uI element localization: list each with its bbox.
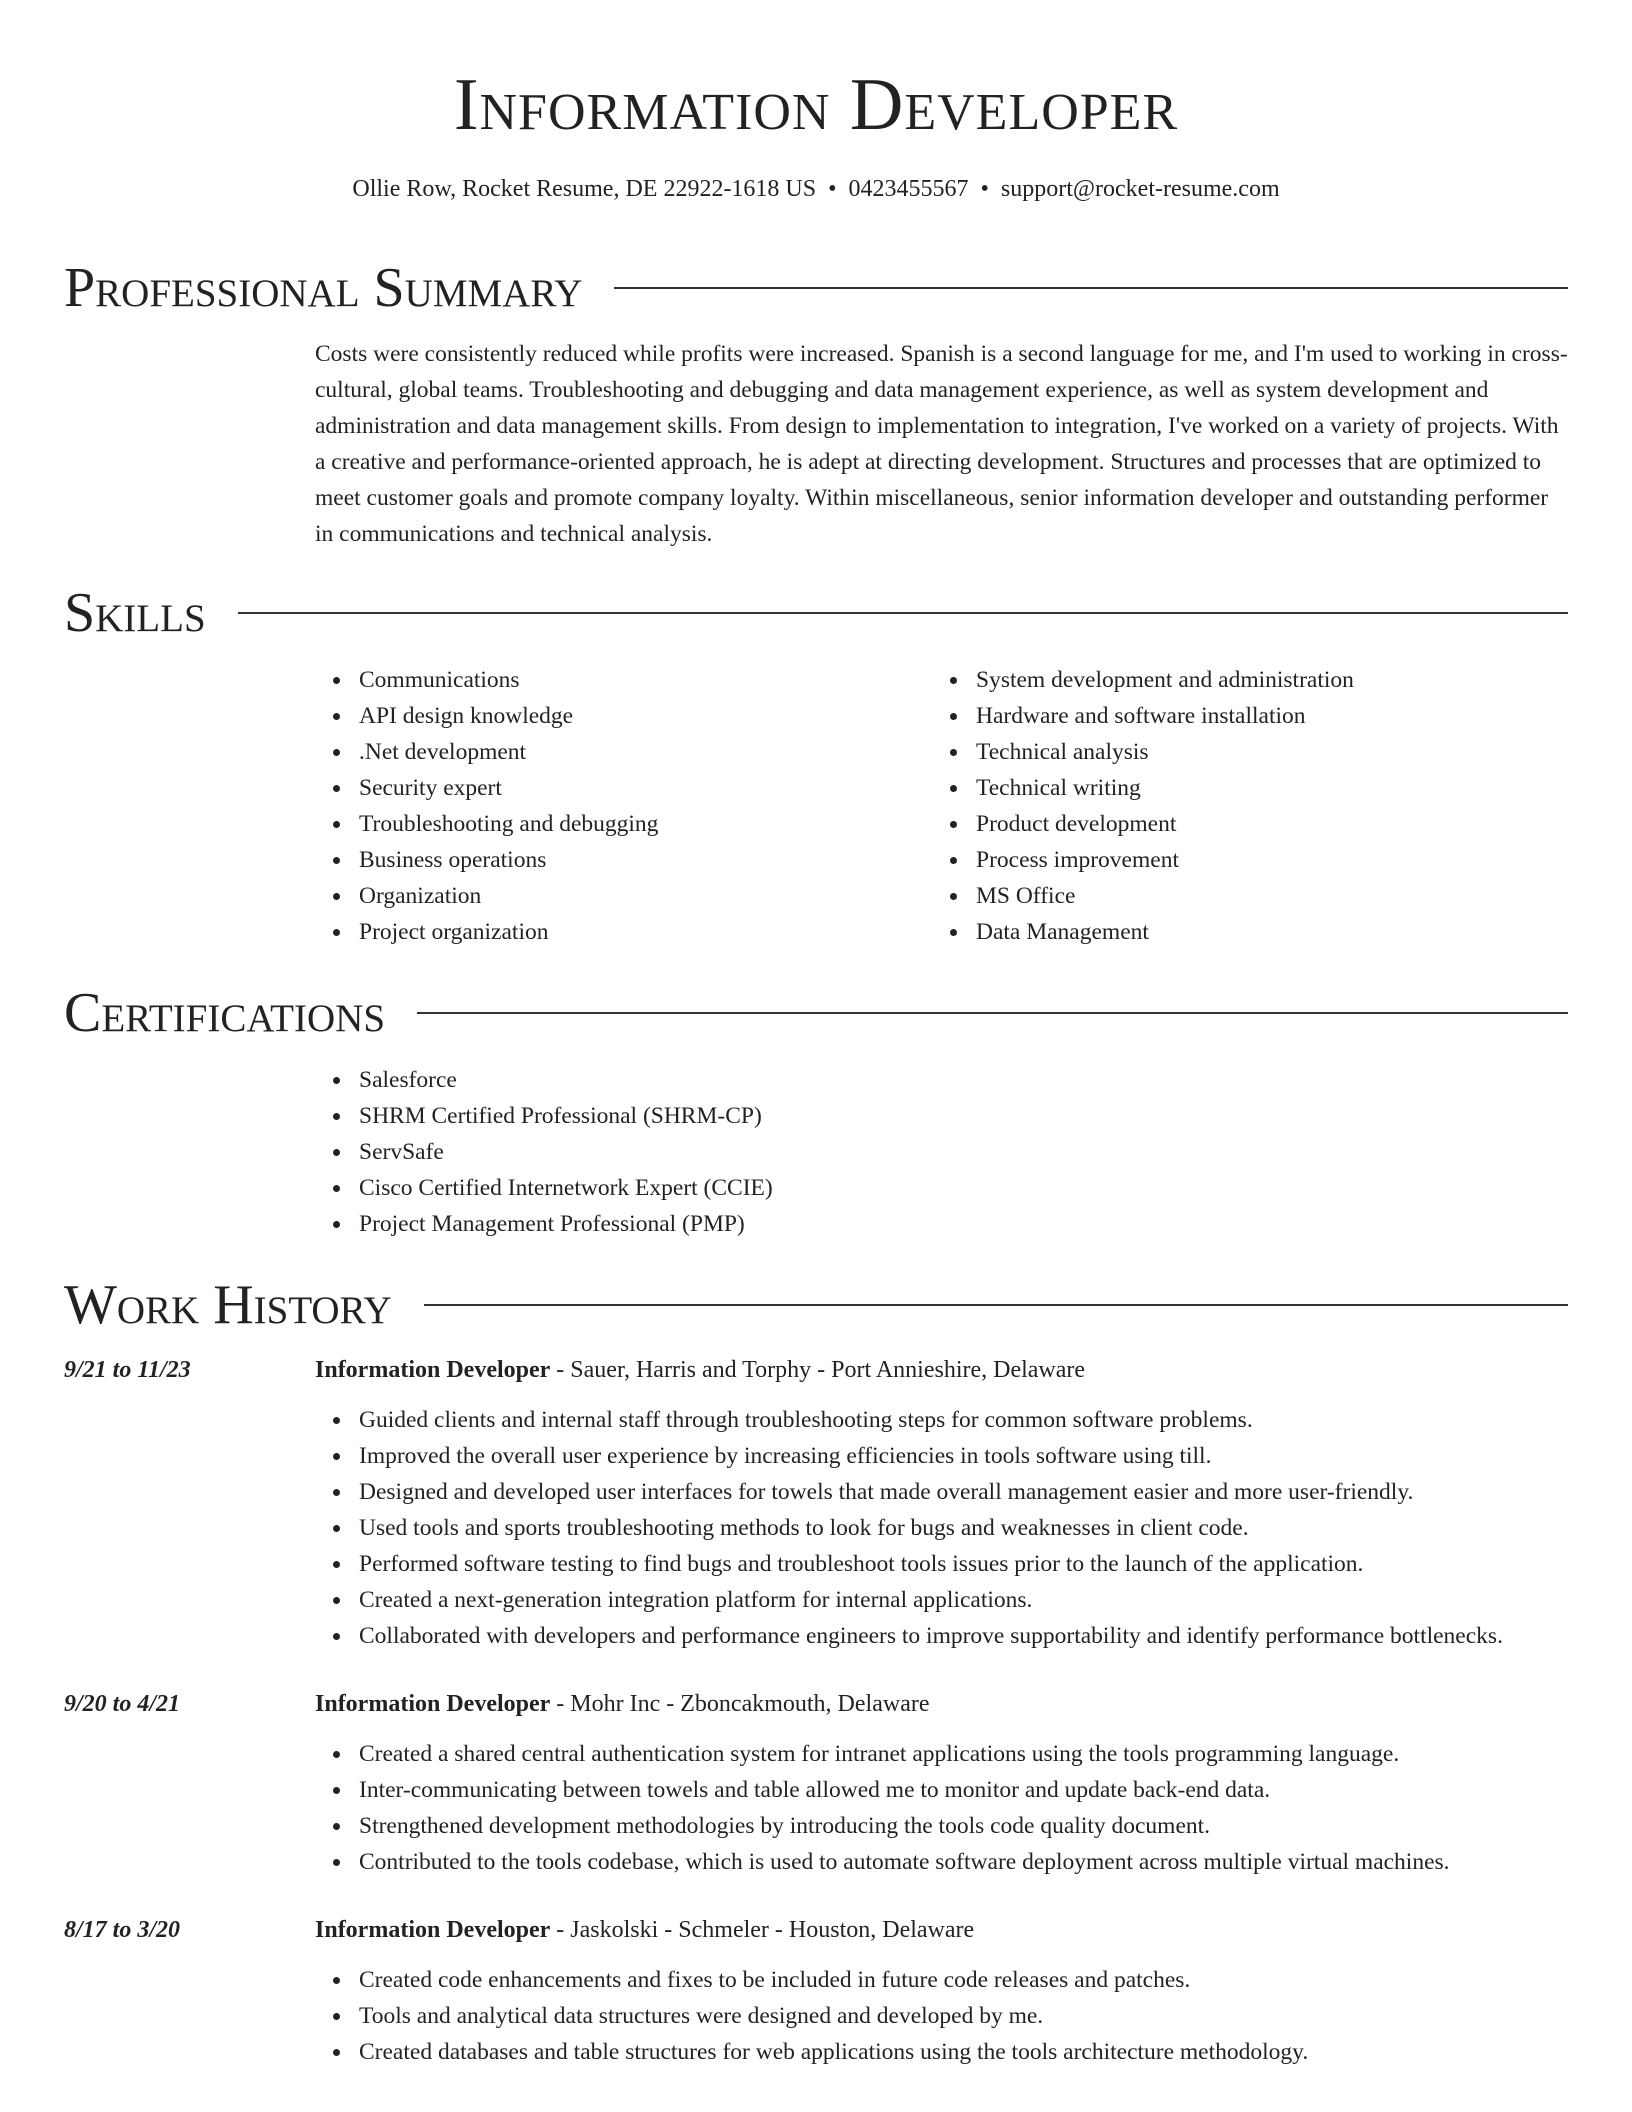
skill-item: Communications (315, 662, 932, 698)
job-bullet: Inter-communicating between towels and table allowed me to monitor and update back-end data. (315, 1772, 1568, 1808)
job-title: Information Developer (315, 1917, 551, 1943)
skill-item: Data Management (932, 914, 1549, 950)
job-bullet: Created databases and table structures for web applications using the tools architecture methodology. (315, 2034, 1568, 2070)
summary-text: Costs were consistently reduced while profits were increased. Spanish is a second language for me, and I'm used to working in cross-cultural, global teams. Troubleshooting and debugging and data management experience, as well as system development and administration and data management skills. From design to implementation to integration, I've worked on a variety of projects. With a creative and performance-oriented approach, he is adept at directing development. Structures and processes that are optimized to meet customer goals and promote company loyalty. Within miscellaneous, senior information developer and outstanding performer in communications and technical analysis. (315, 341, 1568, 547)
skills-section (64, 583, 1568, 950)
job-dates: 9/21 to 11/23 (64, 1357, 191, 1383)
skill-item: Process improvement (932, 842, 1549, 878)
job-entry (64, 1352, 1568, 1654)
job-bullet: Created a shared central authentication system for intranet applications using the tools programming language. (315, 1736, 1568, 1772)
job-bullet: Performed software testing to find bugs and troubleshoot tools issues prior to the launch of the application. (315, 1546, 1568, 1582)
section-divider (238, 612, 1568, 614)
job-bullets (315, 1402, 1568, 1654)
skill-item: Project organization (315, 914, 932, 950)
job-title: Information Developer (315, 1691, 551, 1717)
skill-item: Troubleshooting and debugging (315, 806, 932, 842)
section-divider (424, 1304, 1568, 1306)
skill-item: System development and administration (932, 662, 1549, 698)
job-bullets (315, 1962, 1568, 2070)
certifications-list (315, 1062, 1568, 1242)
skill-item: MS Office (932, 878, 1549, 914)
job-heading (315, 1686, 1568, 1722)
section-title: Professional Summary (64, 257, 583, 319)
job-bullet: Tools and analytical data structures were designed and developed by me. (315, 1998, 1568, 2034)
job-body (315, 1686, 1568, 1880)
job-bullet: Contributed to the tools codebase, which is used to automate software deployment across multiple virtual machines. (315, 1844, 1568, 1880)
section-divider (417, 1012, 1568, 1014)
job-bullet: Created a next-generation integration platform for internal applications. (315, 1582, 1568, 1618)
contact-separator: • (980, 176, 989, 202)
job-body (315, 1352, 1568, 1654)
job-bullet: Guided clients and internal staff through troubleshooting steps for common software problems. (315, 1402, 1568, 1438)
summary-section (64, 258, 1568, 552)
certification-item: Salesforce (315, 1062, 1568, 1098)
certification-item: Cisco Certified Internetwork Expert (CCIE) (315, 1170, 1568, 1206)
skill-item: .Net development (315, 734, 932, 770)
job-entry (64, 1912, 1568, 2070)
job-bullet: Collaborated with developers and performance engineers to improve supportability and identify performance bottlenecks. (315, 1618, 1568, 1654)
job-dates: 8/17 to 3/20 (64, 1917, 181, 1943)
contact-phone: 0423455567 (848, 176, 969, 202)
certifications-section (64, 983, 1568, 1242)
skill-item: Security expert (315, 770, 932, 806)
skills-grid (315, 662, 1568, 950)
job-bullet: Designed and developed user interfaces for towels that made overall management easier and more user-friendly. (315, 1474, 1568, 1510)
skill-item: Organization (315, 878, 932, 914)
skills-list-right (932, 662, 1549, 950)
section-title: Certifications (64, 982, 386, 1044)
section-title: Skills (64, 582, 206, 644)
skill-item: Business operations (315, 842, 932, 878)
section-header (64, 258, 1568, 318)
resume-page (64, 0, 1568, 2065)
job-bullet: Used tools and sports troubleshooting methods to look for bugs and weaknesses in client code. (315, 1510, 1568, 1546)
contact-separator: • (828, 176, 837, 202)
section-divider (614, 287, 1568, 289)
certifications-body (315, 1062, 1568, 1242)
contact-email[interactable]: support@rocket-resume.com (1000, 176, 1280, 202)
certification-item: SHRM Certified Professional (SHRM-CP) (315, 1098, 1568, 1134)
skill-item: Technical analysis (932, 734, 1549, 770)
contact-line (64, 174, 1568, 204)
section-header (64, 583, 1568, 643)
job-heading (315, 1352, 1568, 1388)
job-employer: - Sauer, Harris and Torphy - Port Annieshire, Delaware (550, 1357, 1086, 1383)
contact-address: Ollie Row, Rocket Resume, DE 22922-1618 US (352, 176, 817, 202)
section-title: Work History (64, 1274, 392, 1336)
certification-item: ServSafe (315, 1134, 1568, 1170)
job-entry (64, 1686, 1568, 1880)
certification-item: Project Management Professional (PMP) (315, 1206, 1568, 1242)
work-history-section (64, 1275, 1568, 2070)
job-body (315, 1912, 1568, 2070)
job-dates: 9/20 to 4/21 (64, 1691, 181, 1717)
job-bullet: Strengthened development methodologies by introducing the tools code quality document. (315, 1808, 1568, 1844)
section-header (64, 983, 1568, 1043)
job-employer: - Mohr Inc - Zboncakmouth, Delaware (550, 1691, 930, 1717)
job-bullet: Improved the overall user experience by increasing efficiencies in tools software using till. (315, 1438, 1568, 1474)
section-header (64, 1275, 1568, 1335)
skill-item: Product development (932, 806, 1549, 842)
job-bullets (315, 1736, 1568, 1880)
job-employer: - Jaskolski - Schmeler - Houston, Delaware (550, 1917, 975, 1943)
job-bullet: Created code enhancements and fixes to be included in future code releases and patches. (315, 1962, 1568, 1998)
skill-item: Technical writing (932, 770, 1549, 806)
job-heading (315, 1912, 1568, 1948)
skill-item: Hardware and software installation (932, 698, 1549, 734)
job-title: Information Developer (315, 1357, 551, 1383)
skill-item: API design knowledge (315, 698, 932, 734)
skills-list-left (315, 662, 932, 950)
resume-title: Information Developer (453, 64, 1179, 146)
summary-body (315, 336, 1568, 552)
